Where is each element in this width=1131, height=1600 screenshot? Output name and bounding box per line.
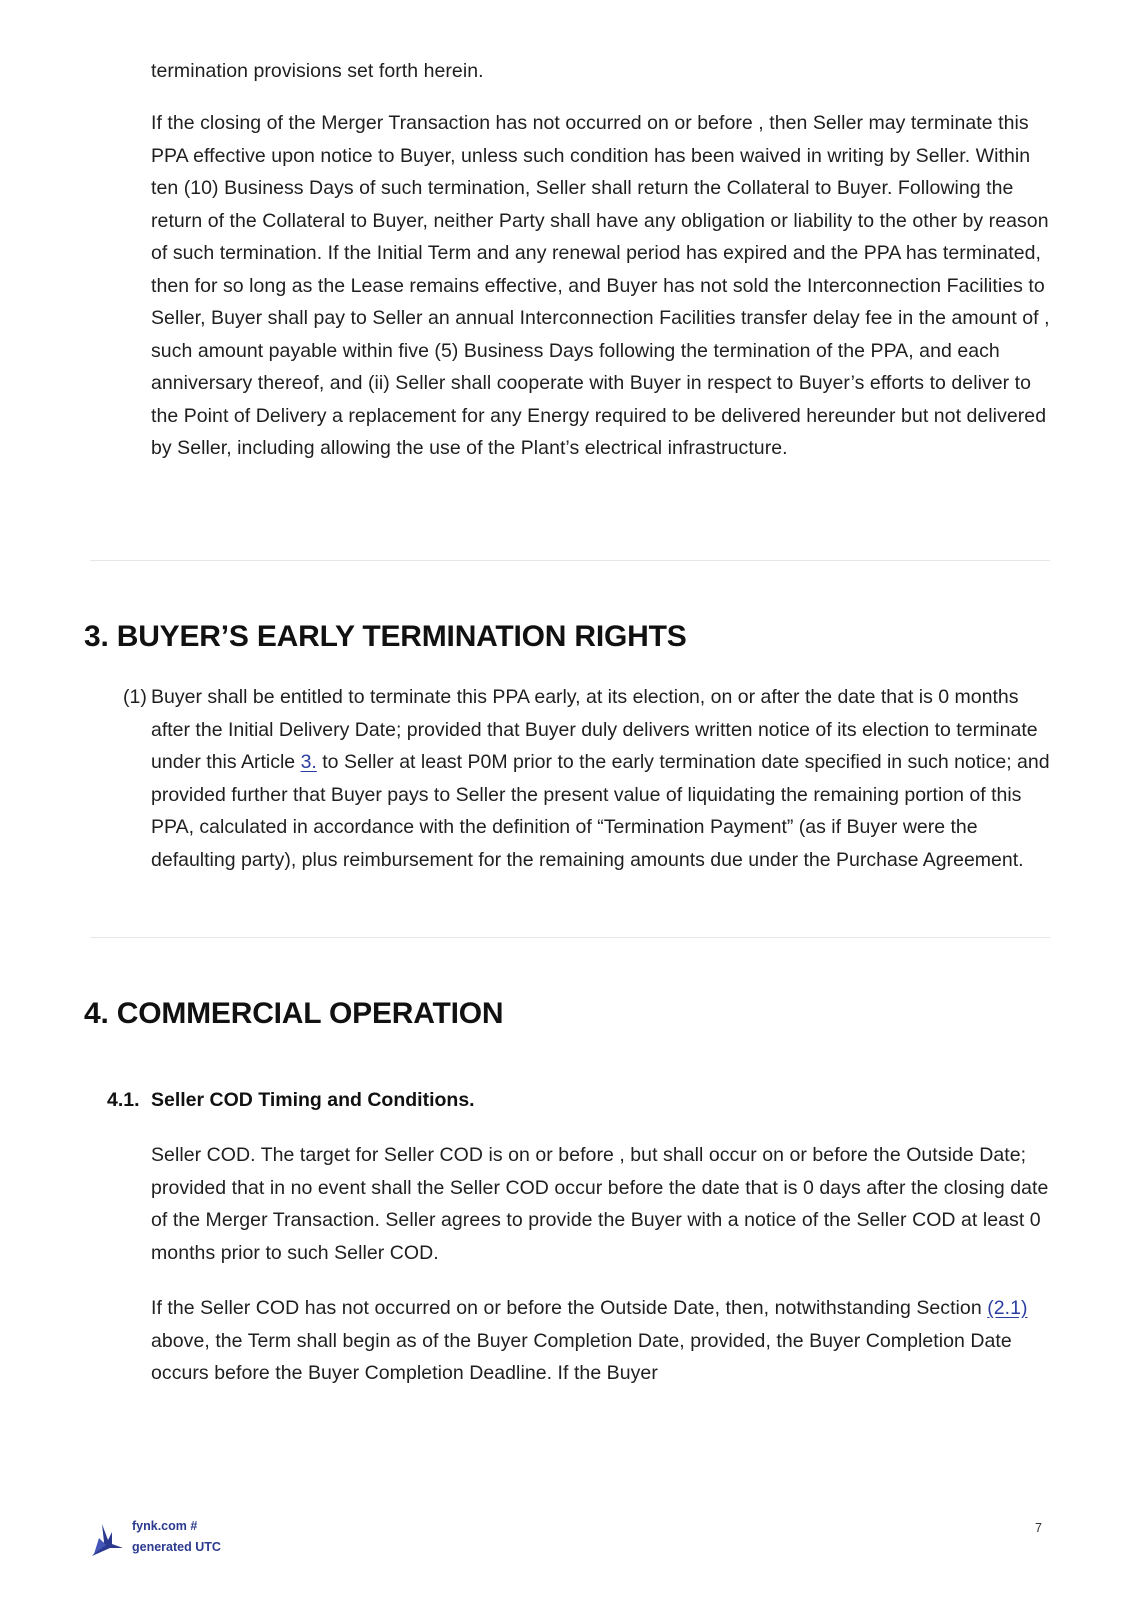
article-3-link[interactable]: 3. [300,751,317,773]
section-divider [90,560,1050,561]
section-2-1-link[interactable]: (2.1) [987,1297,1028,1319]
footer-meta [132,1516,221,1558]
section-3-clause-1 [123,681,1051,876]
clause-number: (1) [123,686,147,708]
subsection-4-1-heading [107,1089,475,1112]
page-number: 7 [1035,1521,1042,1535]
outside-date-text-part-1: If the Seller COD has not occurred on or before the Outside Date, then, notwithstanding Section [151,1297,988,1319]
seller-cod-paragraph: Seller COD. The target for Seller COD is on or before , but shall occur on or before the Outside Date; provided that in no event shall the Seller COD occur before the date that is 0 days after the closing date of the Merger Transaction. Seller agrees to provide the Buyer with a notice of the Seller COD at least 0 months prior to such Seller COD. [151,1144,1049,1264]
continuation-paragraph: termination provisions set forth herein. [151,60,484,82]
clause-text-part-1: Buyer shall be entitled to terminate this PPA early, at its election, on or after the date that is 0 months after the Initial Delivery Date; provided that Buyer duly delivers written notice of its election to terminate under this Article [151,686,1038,773]
section-4-heading: 4. COMMERCIAL OPERATION [84,997,504,1030]
fynk-bird-icon [90,1518,124,1558]
outside-date-paragraph [151,1292,1051,1390]
merger-termination-paragraph: If the closing of the Merger Transaction has not occurred on or before , then Seller may terminate this PPA effective upon notice to Buyer, unless such condition has been waived in writing by Seller. Within ten (10) Business Days of such termination, Seller shall return the Collateral to Buyer. Following the return of the Collateral to Buyer, neither Party shall have any obligation or liability to the other by reason of such termination. If the Initial Term and any renewal period has expired and the PPA has terminated, then for so long as the Lease remains effective, and Buyer has not sold the Interconnection Facilities to Seller, Buyer shall pay to Seller an annual Interconnection Facilities transfer delay fee in the amount of , such amount payable within five (5) Business Days following the termination of the PPA, and each anniversary thereof, and (ii) Seller shall cooperate with Buyer in respect to Buyer’s efforts to deliver to the Point of Delivery a replacement for any Energy required to be delivered hereunder but not delivered by Seller, including allowing the use of the Plant’s electrical infrastructure. [151,112,1050,459]
outside-date-text-part-2: above, the Term shall begin as of the Buyer Completion Date, provided, the Buyer Completion Date occurs before the Buyer Completion Deadline. If the Buyer [151,1329,1012,1384]
footer-site[interactable]: fynk.com # [132,1519,198,1533]
section-3-heading: 3. BUYER’S EARLY TERMINATION RIGHTS [84,620,687,653]
subsection-number: 4.1. [107,1089,140,1111]
footer-generated: generated UTC [132,1540,221,1554]
subsection-title: Seller COD Timing and Conditions. [151,1089,475,1111]
section-divider [90,937,1050,938]
clause-text-part-2: to Seller at least P0M prior to the early termination date specified in such notice; and provided further that Buyer pays to Seller the present value of liquidating the remaining portion of this PPA, calculated in accordance with the definition of “Termination Payment” (as if Buyer were the defaulting party), plus reimbursement for the remaining amounts due under the Purchase Agreement. [151,751,1050,871]
